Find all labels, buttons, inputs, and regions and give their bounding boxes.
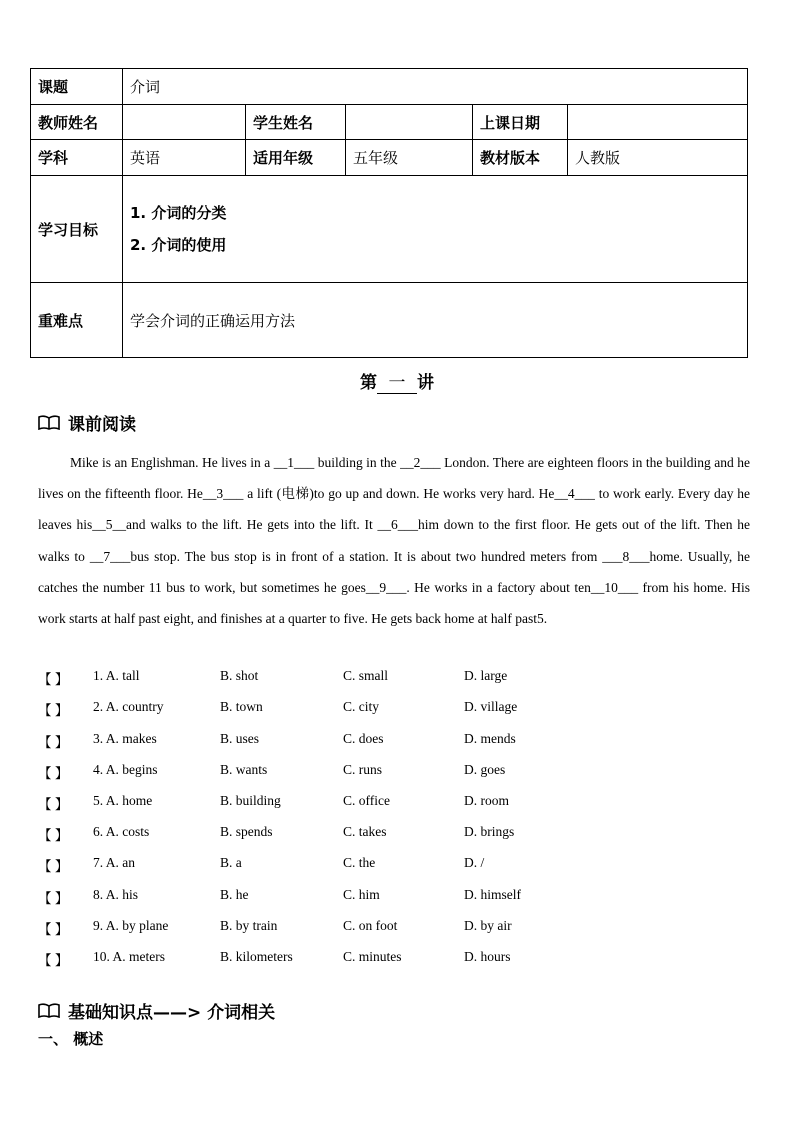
option-d: D. /: [464, 855, 485, 870]
lecture-prefix: 第: [360, 373, 377, 393]
question-stem: 2. A. country: [93, 699, 164, 714]
goals-label: 学习目标: [31, 176, 123, 283]
option-c: C. does: [343, 731, 384, 746]
option-d: D. brings: [464, 824, 515, 839]
answer-bracket[interactable]: 【 】: [38, 672, 69, 687]
question-stem: 7. A. an: [93, 855, 135, 870]
answer-bracket[interactable]: 【 】: [38, 859, 69, 874]
option-c: C. minutes: [343, 949, 402, 964]
reading-passage: [38, 447, 750, 634]
option-c: C. small: [343, 668, 389, 683]
option-b: B. he: [220, 887, 249, 902]
edition-value: 人教版: [568, 140, 748, 176]
subject-value: 英语: [123, 140, 246, 176]
option-c: C. runs: [343, 762, 383, 777]
key-points-value: 学会介词的正确运用方法: [123, 283, 748, 358]
option-b: B. by train: [220, 918, 278, 933]
option-b: B. shot: [220, 668, 259, 683]
answer-bracket[interactable]: 【 】: [38, 953, 69, 968]
date-value: [568, 105, 748, 140]
basics-heading: [38, 998, 275, 1023]
grade-label: 适用年级: [246, 140, 346, 176]
basics-title: 基础知识点——> 介词相关: [68, 1003, 276, 1023]
answer-bracket[interactable]: 【 】: [38, 797, 69, 812]
option-d: D. mends: [464, 731, 516, 746]
pre-reading-title: 课前阅读: [68, 415, 136, 435]
key-points-label: 重难点: [31, 283, 123, 358]
option-c: C. takes: [343, 824, 387, 839]
option-b: B. town: [220, 699, 263, 714]
topic-label: 课题: [31, 69, 123, 105]
overview-subheading: 一、 概述: [38, 1030, 104, 1048]
option-c: C. the: [343, 855, 376, 870]
option-b: B. a: [220, 855, 242, 870]
question-stem: 5. A. home: [93, 793, 153, 808]
student-label: 学生姓名: [246, 105, 346, 140]
passage-text: Mike is an Englishman. He lives in a __1___ building in the __2___ London. There are eighteen floors in the building and he lives on the fifteenth floor. He__3___ a lift (电梯)to go up and down. He works very hard. He__4___ to work early. Every day he leaves his__5__and walks to the lift. He gets into the lift. It __6___him down to the first floor. He gets out of the lift. Then he walks to __7___bus stop. The bus stop is in front of a station. It is about two hundred meters from ___8___home. Usually, he catches the number 11 bus to work, but sometimes he goes__9___. He works in a factory about ten__10___ from his home. His work starts at half past eight, and finishes at a quarter to five. He gets back home at half past5.: [38, 455, 750, 627]
option-d: D. hours: [464, 949, 511, 964]
question-stem: 9. A. by plane: [93, 918, 169, 933]
teacher-value: [123, 105, 246, 140]
info-table: [30, 68, 748, 358]
lecture-suffix: 讲: [417, 373, 434, 393]
answer-bracket[interactable]: 【 】: [38, 891, 69, 906]
teacher-label: 教师姓名: [31, 105, 123, 140]
lecture-blank: 一: [377, 368, 417, 394]
edition-label: 教材版本: [473, 140, 568, 176]
option-c: C. city: [343, 699, 379, 714]
question-stem: 3. A. makes: [93, 731, 157, 746]
lecture-number: [0, 368, 794, 394]
option-b: B. kilometers: [220, 949, 293, 964]
option-b: B. uses: [220, 731, 260, 746]
topic-value: 介词: [123, 69, 748, 105]
goal-item: 1. 介词的分类: [130, 204, 227, 222]
book-icon: [38, 1003, 60, 1018]
question-stem: 4. A. begins: [93, 762, 158, 777]
option-c: C. office: [343, 793, 390, 808]
student-value: [346, 105, 473, 140]
goal-item: 2. 介词的使用: [130, 236, 227, 254]
option-c: C. on foot: [343, 918, 398, 933]
answer-bracket[interactable]: 【 】: [38, 703, 69, 718]
question-stem: 6. A. costs: [93, 824, 150, 839]
option-d: D. by air: [464, 918, 512, 933]
question-stem: 8. A. his: [93, 887, 139, 902]
option-d: D. large: [464, 668, 508, 683]
answer-bracket[interactable]: 【 】: [38, 735, 69, 750]
option-d: D. village: [464, 699, 518, 714]
option-d: D. himself: [464, 887, 521, 902]
answer-bracket[interactable]: 【 】: [38, 828, 69, 843]
answer-bracket[interactable]: 【 】: [38, 766, 69, 781]
answer-bracket[interactable]: 【 】: [38, 922, 69, 937]
pre-reading-heading: [38, 410, 136, 435]
option-b: B. spends: [220, 824, 273, 839]
question-stem: 10. A. meters: [93, 949, 165, 964]
option-b: B. building: [220, 793, 281, 808]
question-stem: 1. A. tall: [93, 668, 140, 683]
option-c: C. him: [343, 887, 380, 902]
option-d: D. room: [464, 793, 509, 808]
grade-value: 五年级: [346, 140, 473, 176]
book-icon: [38, 415, 60, 430]
goals-cell: [123, 176, 748, 283]
option-d: D. goes: [464, 762, 506, 777]
date-label: 上课日期: [473, 105, 568, 140]
subject-label: 学科: [31, 140, 123, 176]
option-b: B. wants: [220, 762, 268, 777]
